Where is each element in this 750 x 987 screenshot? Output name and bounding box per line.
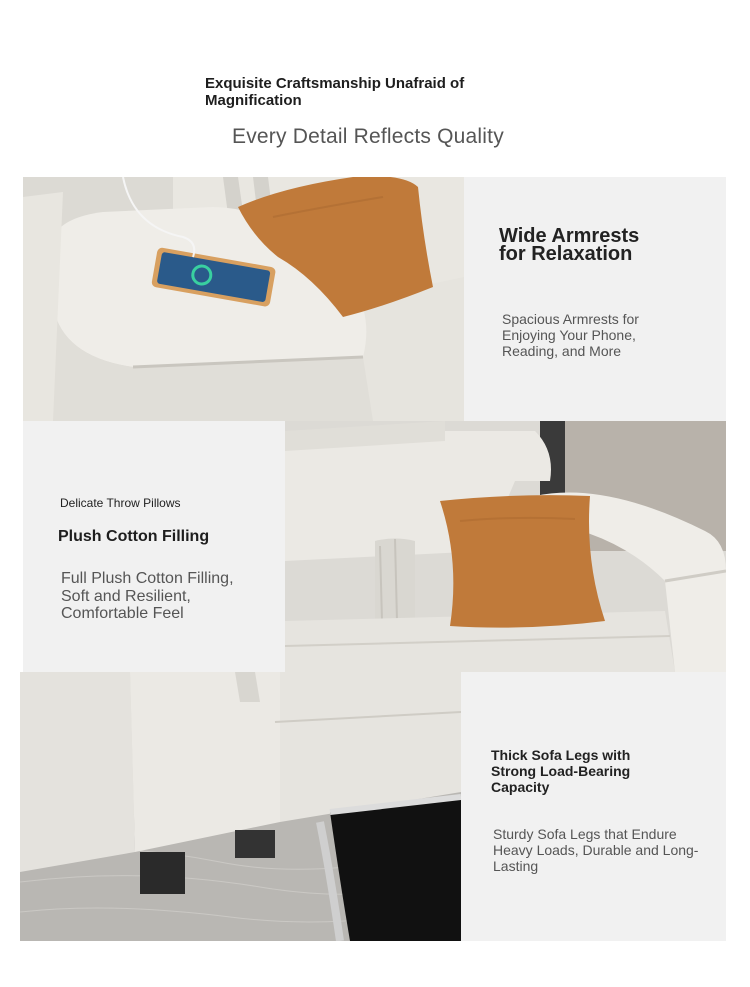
armrest-heading: Wide Armrests for Relaxation: [499, 225, 640, 265]
page-subtitle: Every Detail Reflects Quality: [232, 125, 504, 148]
pillow-description: Full Plush Cotton Filling, Soft and Resilient, Comfortable Feel: [61, 570, 234, 622]
legs-description: Sturdy Sofa Legs that Endure Heavy Loads, Durable and Long-Lasting: [493, 826, 699, 874]
pillow-feature-panel: [23, 421, 285, 672]
sofa-armrest-illustration: [23, 177, 464, 421]
sofa-legs-illustration: [20, 672, 461, 941]
sofa-leg-back: [235, 830, 275, 858]
armrest-photo: [23, 177, 464, 421]
pillow-heading: Plush Cotton Filling: [58, 528, 210, 545]
legs-photo: [20, 672, 461, 941]
armrest-description: Spacious Armrests for Enjoying Your Phone, Reading, and More: [502, 311, 639, 359]
page-title: Exquisite Craftsmanship Unafraid of Magnification: [205, 75, 465, 109]
armrest-feature-panel: [464, 177, 726, 421]
legs-heading: Thick Sofa Legs with Strong Load-Bearing Capacity: [491, 747, 631, 795]
pillow-photo: [285, 421, 726, 672]
legs-feature-panel: [461, 672, 726, 941]
sofa-pillow-illustration: [285, 421, 726, 672]
pillow-kicker: Delicate Throw Pillows: [60, 496, 181, 510]
sofa-leg-front: [140, 852, 185, 894]
